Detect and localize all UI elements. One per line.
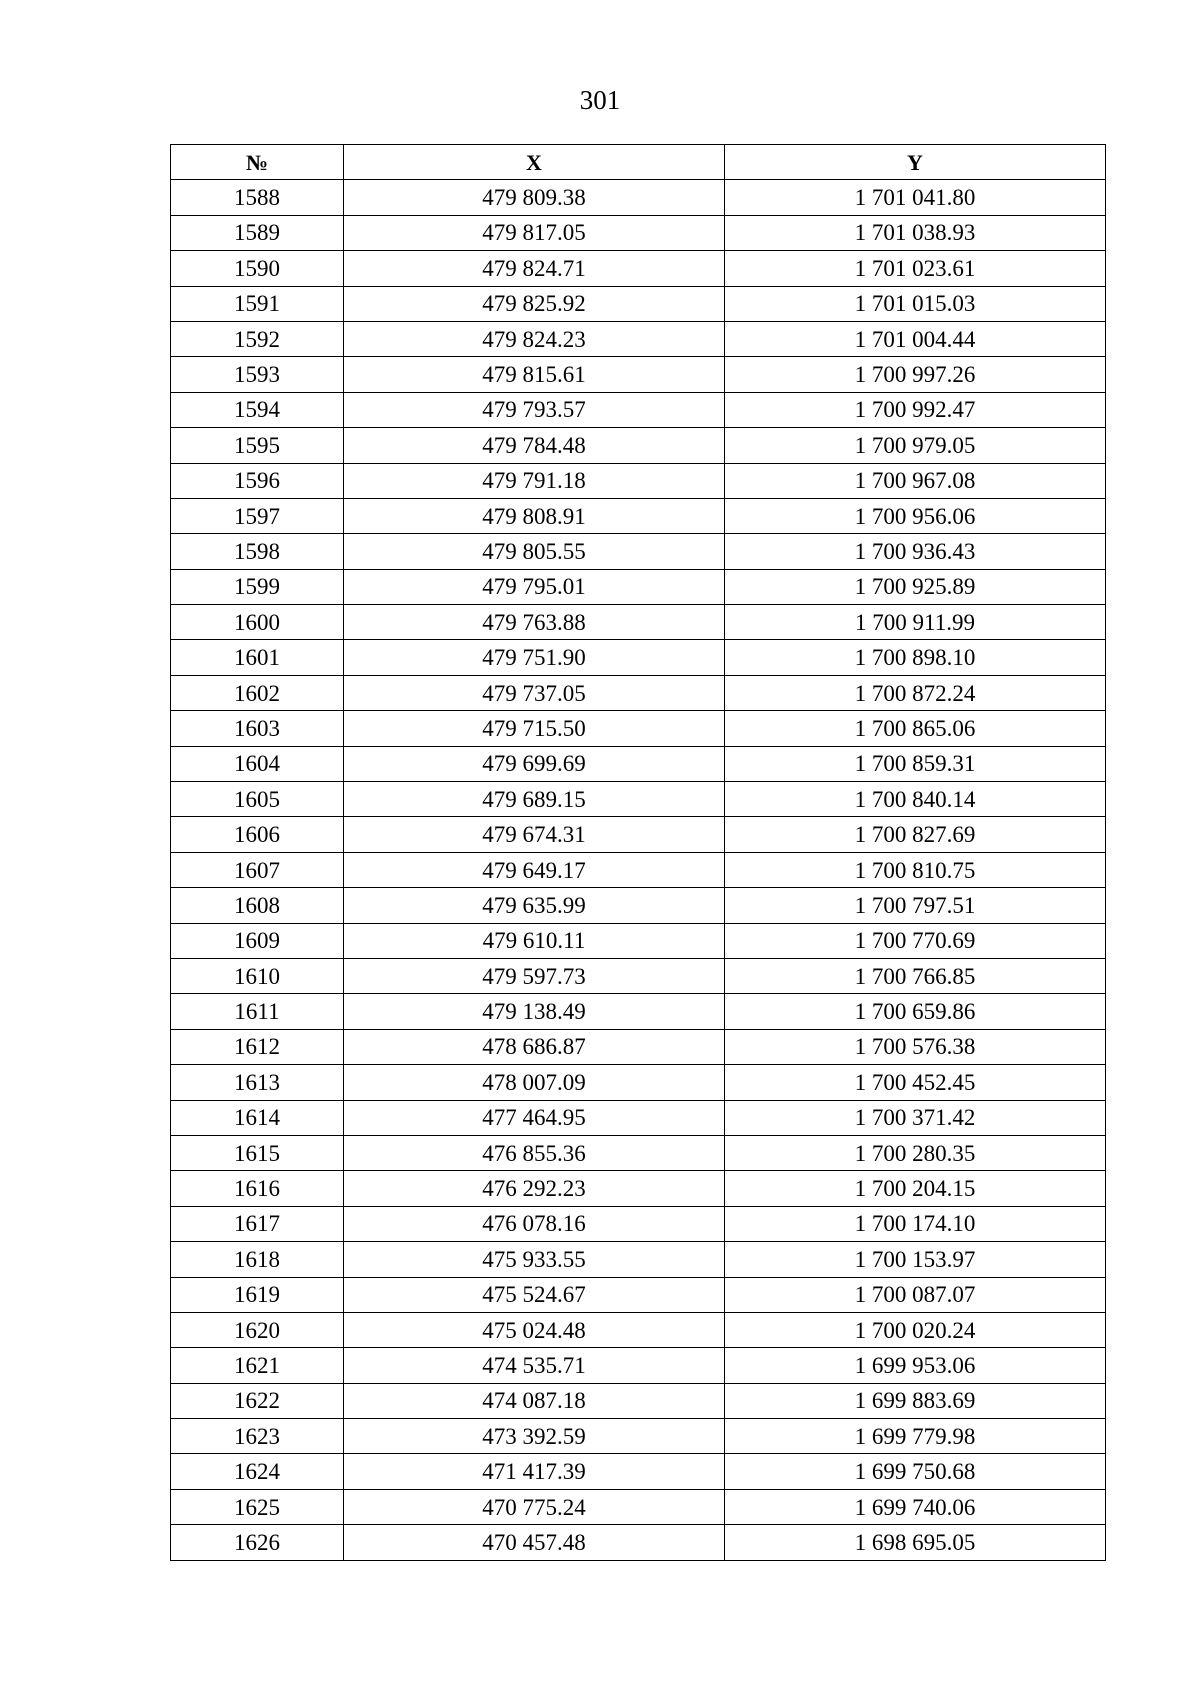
cell-x: 476 292.23 <box>344 1171 725 1206</box>
table-row <box>171 1383 1106 1418</box>
cell-x: 479 805.55 <box>344 534 725 569</box>
table-row <box>171 675 1106 710</box>
cell-x: 478 007.09 <box>344 1065 725 1100</box>
cell-x: 470 457.48 <box>344 1525 725 1560</box>
cell-number: 1622 <box>171 1383 344 1418</box>
cell-number: 1616 <box>171 1171 344 1206</box>
cell-y: 1 700 827.69 <box>725 817 1106 852</box>
cell-x: 479 610.11 <box>344 923 725 958</box>
cell-x: 479 751.90 <box>344 640 725 675</box>
table-row <box>171 746 1106 781</box>
cell-x: 476 855.36 <box>344 1135 725 1170</box>
cell-number: 1591 <box>171 286 344 321</box>
cell-x: 479 649.17 <box>344 852 725 887</box>
table-row <box>171 286 1106 321</box>
cell-number: 1592 <box>171 321 344 356</box>
cell-y: 1 700 865.06 <box>725 711 1106 746</box>
table-row <box>171 1029 1106 1064</box>
table-row <box>171 640 1106 675</box>
cell-number: 1603 <box>171 711 344 746</box>
header-number: № <box>171 145 344 180</box>
cell-x: 470 775.24 <box>344 1489 725 1524</box>
header-y: Y <box>725 145 1106 180</box>
cell-number: 1589 <box>171 215 344 250</box>
coordinates-table <box>170 144 1106 1561</box>
cell-number: 1615 <box>171 1135 344 1170</box>
table-row <box>171 711 1106 746</box>
cell-y: 1 700 898.10 <box>725 640 1106 675</box>
cell-number: 1601 <box>171 640 344 675</box>
cell-y: 1 700 872.24 <box>725 675 1106 710</box>
cell-number: 1606 <box>171 817 344 852</box>
table-row <box>171 817 1106 852</box>
cell-y: 1 700 840.14 <box>725 782 1106 817</box>
table-row <box>171 1065 1106 1100</box>
table-row <box>171 1277 1106 1312</box>
table-row <box>171 1100 1106 1135</box>
cell-number: 1626 <box>171 1525 344 1560</box>
cell-x: 473 392.59 <box>344 1419 725 1454</box>
table-row <box>171 888 1106 923</box>
table-row <box>171 852 1106 887</box>
cell-x: 479 793.57 <box>344 392 725 427</box>
cell-number: 1624 <box>171 1454 344 1489</box>
cell-number: 1594 <box>171 392 344 427</box>
table-row <box>171 498 1106 533</box>
cell-x: 479 825.92 <box>344 286 725 321</box>
cell-number: 1588 <box>171 180 344 215</box>
table-row <box>171 1419 1106 1454</box>
cell-y: 1 700 087.07 <box>725 1277 1106 1312</box>
cell-y: 1 700 153.97 <box>725 1242 1106 1277</box>
table-row <box>171 534 1106 569</box>
cell-x: 479 737.05 <box>344 675 725 710</box>
cell-x: 479 597.73 <box>344 958 725 993</box>
cell-x: 479 674.31 <box>344 817 725 852</box>
table-row <box>171 782 1106 817</box>
cell-x: 474 087.18 <box>344 1383 725 1418</box>
cell-number: 1596 <box>171 463 344 498</box>
table-row <box>171 180 1106 215</box>
cell-number: 1604 <box>171 746 344 781</box>
cell-x: 477 464.95 <box>344 1100 725 1135</box>
cell-number: 1599 <box>171 569 344 604</box>
cell-number: 1618 <box>171 1242 344 1277</box>
cell-y: 1 701 004.44 <box>725 321 1106 356</box>
cell-y: 1 699 740.06 <box>725 1489 1106 1524</box>
table-row <box>171 1312 1106 1347</box>
cell-x: 475 024.48 <box>344 1312 725 1347</box>
cell-number: 1620 <box>171 1312 344 1347</box>
cell-number: 1597 <box>171 498 344 533</box>
cell-y: 1 700 859.31 <box>725 746 1106 781</box>
cell-number: 1610 <box>171 958 344 993</box>
cell-x: 479 635.99 <box>344 888 725 923</box>
table-row <box>171 1454 1106 1489</box>
table-row <box>171 251 1106 286</box>
cell-y: 1 700 992.47 <box>725 392 1106 427</box>
cell-number: 1625 <box>171 1489 344 1524</box>
cell-y: 1 700 936.43 <box>725 534 1106 569</box>
cell-number: 1614 <box>171 1100 344 1135</box>
table-row <box>171 215 1106 250</box>
cell-y: 1 700 770.69 <box>725 923 1106 958</box>
table-row <box>171 1525 1106 1560</box>
cell-y: 1 700 766.85 <box>725 958 1106 993</box>
cell-number: 1607 <box>171 852 344 887</box>
table-row <box>171 605 1106 640</box>
cell-y: 1 699 883.69 <box>725 1383 1106 1418</box>
table-row <box>171 1171 1106 1206</box>
table-row <box>171 463 1106 498</box>
table-row <box>171 1206 1106 1241</box>
cell-number: 1590 <box>171 251 344 286</box>
table-row <box>171 1242 1106 1277</box>
cell-number: 1605 <box>171 782 344 817</box>
cell-x: 475 933.55 <box>344 1242 725 1277</box>
table-row <box>171 569 1106 604</box>
cell-x: 479 824.23 <box>344 321 725 356</box>
cell-number: 1621 <box>171 1348 344 1383</box>
cell-y: 1 700 997.26 <box>725 357 1106 392</box>
table-body <box>171 180 1106 1560</box>
cell-x: 479 689.15 <box>344 782 725 817</box>
table-row <box>171 357 1106 392</box>
cell-y: 1 700 967.08 <box>725 463 1106 498</box>
cell-x: 479 808.91 <box>344 498 725 533</box>
cell-y: 1 701 041.80 <box>725 180 1106 215</box>
cell-number: 1623 <box>171 1419 344 1454</box>
table-row <box>171 958 1106 993</box>
cell-number: 1595 <box>171 428 344 463</box>
cell-y: 1 700 956.06 <box>725 498 1106 533</box>
cell-x: 479 795.01 <box>344 569 725 604</box>
cell-x: 479 784.48 <box>344 428 725 463</box>
table-row <box>171 428 1106 463</box>
table-row <box>171 1348 1106 1383</box>
cell-y: 1 700 911.99 <box>725 605 1106 640</box>
cell-y: 1 701 038.93 <box>725 215 1106 250</box>
cell-y: 1 701 015.03 <box>725 286 1106 321</box>
table-row <box>171 321 1106 356</box>
cell-x: 479 817.05 <box>344 215 725 250</box>
cell-number: 1619 <box>171 1277 344 1312</box>
table-row <box>171 994 1106 1029</box>
cell-x: 471 417.39 <box>344 1454 725 1489</box>
cell-number: 1613 <box>171 1065 344 1100</box>
cell-number: 1612 <box>171 1029 344 1064</box>
cell-y: 1 700 797.51 <box>725 888 1106 923</box>
table-header <box>171 145 1106 180</box>
cell-y: 1 700 452.45 <box>725 1065 1106 1100</box>
cell-number: 1609 <box>171 923 344 958</box>
table-row <box>171 392 1106 427</box>
cell-y: 1 699 750.68 <box>725 1454 1106 1489</box>
cell-x: 474 535.71 <box>344 1348 725 1383</box>
cell-x: 479 715.50 <box>344 711 725 746</box>
cell-x: 475 524.67 <box>344 1277 725 1312</box>
cell-y: 1 700 020.24 <box>725 1312 1106 1347</box>
header-row <box>171 145 1106 180</box>
cell-number: 1611 <box>171 994 344 1029</box>
cell-y: 1 700 979.05 <box>725 428 1106 463</box>
cell-number: 1617 <box>171 1206 344 1241</box>
header-x: X <box>344 145 725 180</box>
cell-x: 479 809.38 <box>344 180 725 215</box>
cell-x: 479 699.69 <box>344 746 725 781</box>
cell-y: 1 700 576.38 <box>725 1029 1106 1064</box>
cell-y: 1 700 174.10 <box>725 1206 1106 1241</box>
page-number: 301 <box>579 85 621 115</box>
cell-number: 1593 <box>171 357 344 392</box>
cell-x: 479 791.18 <box>344 463 725 498</box>
cell-y: 1 699 779.98 <box>725 1419 1106 1454</box>
cell-y: 1 700 280.35 <box>725 1135 1106 1170</box>
cell-x: 478 686.87 <box>344 1029 725 1064</box>
cell-x: 479 138.49 <box>344 994 725 1029</box>
cell-x: 479 763.88 <box>344 605 725 640</box>
cell-y: 1 700 371.42 <box>725 1100 1106 1135</box>
cell-x: 479 815.61 <box>344 357 725 392</box>
cell-y: 1 699 953.06 <box>725 1348 1106 1383</box>
table-row <box>171 1489 1106 1524</box>
cell-y: 1 700 659.86 <box>725 994 1106 1029</box>
table-row <box>171 1135 1106 1170</box>
cell-number: 1602 <box>171 675 344 710</box>
cell-y: 1 700 204.15 <box>725 1171 1106 1206</box>
cell-x: 479 824.71 <box>344 251 725 286</box>
table-row <box>171 923 1106 958</box>
cell-y: 1 698 695.05 <box>725 1525 1106 1560</box>
cell-y: 1 701 023.61 <box>725 251 1106 286</box>
cell-number: 1600 <box>171 605 344 640</box>
cell-y: 1 700 925.89 <box>725 569 1106 604</box>
cell-number: 1608 <box>171 888 344 923</box>
cell-y: 1 700 810.75 <box>725 852 1106 887</box>
cell-x: 476 078.16 <box>344 1206 725 1241</box>
cell-number: 1598 <box>171 534 344 569</box>
